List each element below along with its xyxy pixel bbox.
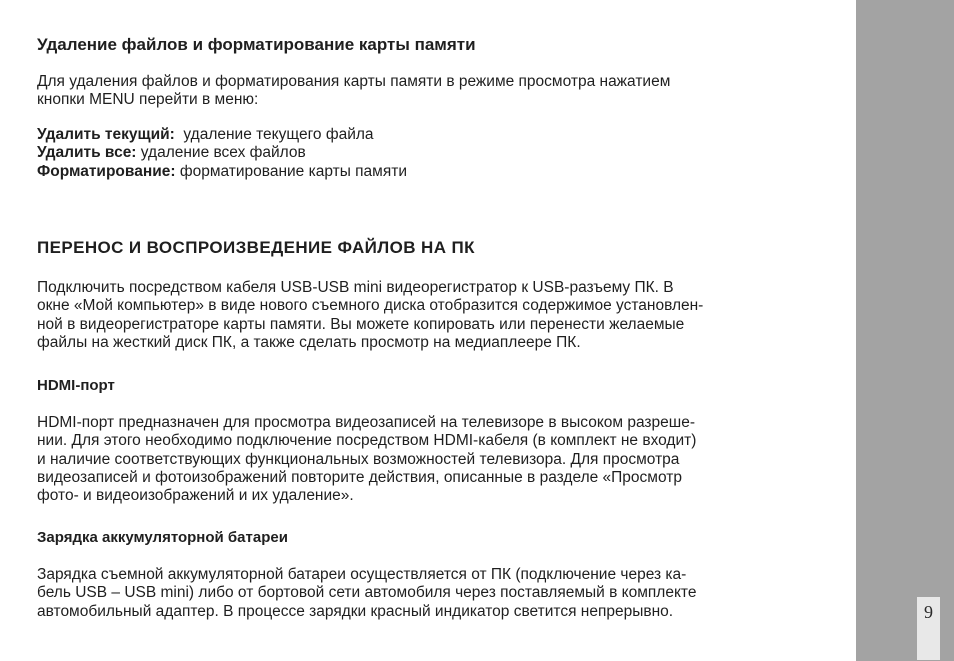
option-term: Удалить все: [37, 144, 137, 162]
menu-options-list [37, 126, 407, 181]
text-line: и наличие соответствующих функциональных возможностей телевизора. Для просмотра [37, 450, 680, 468]
text-line: кнопки MENU перейти в меню: [37, 91, 259, 109]
menu-option-delete-all [37, 144, 407, 162]
text-line: Для удаления файлов и форматирования карты памяти в режиме просмотра нажатием [37, 73, 671, 90]
text-line: Подключить посредством кабеля USB-USB mini видеорегистратор к USB-разъему ПК. В [37, 279, 674, 296]
text-line: HDMI-порт предназначен для просмотра видеозаписей на телевизоре в высоком разреше- [37, 414, 695, 431]
text-line: видеозаписей и фотоизображений повторите действия, описанные в разделе «Просмотр [37, 468, 682, 486]
page-number: 9 [917, 597, 940, 660]
text-line: фото- и видеоизображений и их удаление». [37, 487, 354, 505]
text-line: нии. Для этого необходимо подключение посредством HDMI-кабеля (в комплект не входит) [37, 432, 697, 450]
text-line: файлы на жесткий диск ПК, а также сделать просмотр на медиаплеере ПК. [37, 333, 581, 351]
paragraph-hdmi [37, 414, 696, 505]
subsection-title-battery: Зарядка аккумуляторной батареи [37, 529, 288, 546]
paragraph-transfer [37, 279, 703, 352]
option-description: форматирование карты памяти [175, 162, 407, 180]
text-line: окне «Мой компьютер» в виде нового съемного диска отобразится содержимое установлен- [37, 297, 704, 315]
paragraph-battery [37, 566, 696, 621]
section-title-transfer-playback: ПЕРЕНОС И ВОСПРОИЗВЕДЕНИЕ ФАЙЛОВ НА ПК [37, 238, 475, 257]
menu-option-format [37, 163, 407, 181]
option-description: удаление всех файлов [136, 144, 306, 162]
menu-option-delete-current [37, 126, 407, 144]
paragraph-delete-intro [37, 73, 670, 110]
option-term: Удалить текущий: [37, 126, 175, 143]
text-line: бель USB – USB mini) либо от бортовой сети автомобиля через поставляемый в комплекте [37, 584, 697, 602]
page-side-margin-bar [856, 0, 954, 661]
subsection-title-hdmi: HDMI-порт [37, 377, 115, 394]
text-line: ной в видеорегистраторе карты памяти. Вы можете копировать или перенести желаемые [37, 315, 685, 333]
section-title-delete-format: Удаление файлов и форматирование карты памяти [37, 35, 476, 54]
option-description: удаление текущего файла [174, 126, 374, 143]
text-line: автомобильный адаптер. В процессе зарядки красный индикатор светится непрерывно. [37, 602, 674, 620]
text-line: Зарядка съемной аккумуляторной батареи осуществляется от ПК (подключение через ка- [37, 566, 687, 583]
option-term: Форматирование: [37, 162, 176, 180]
